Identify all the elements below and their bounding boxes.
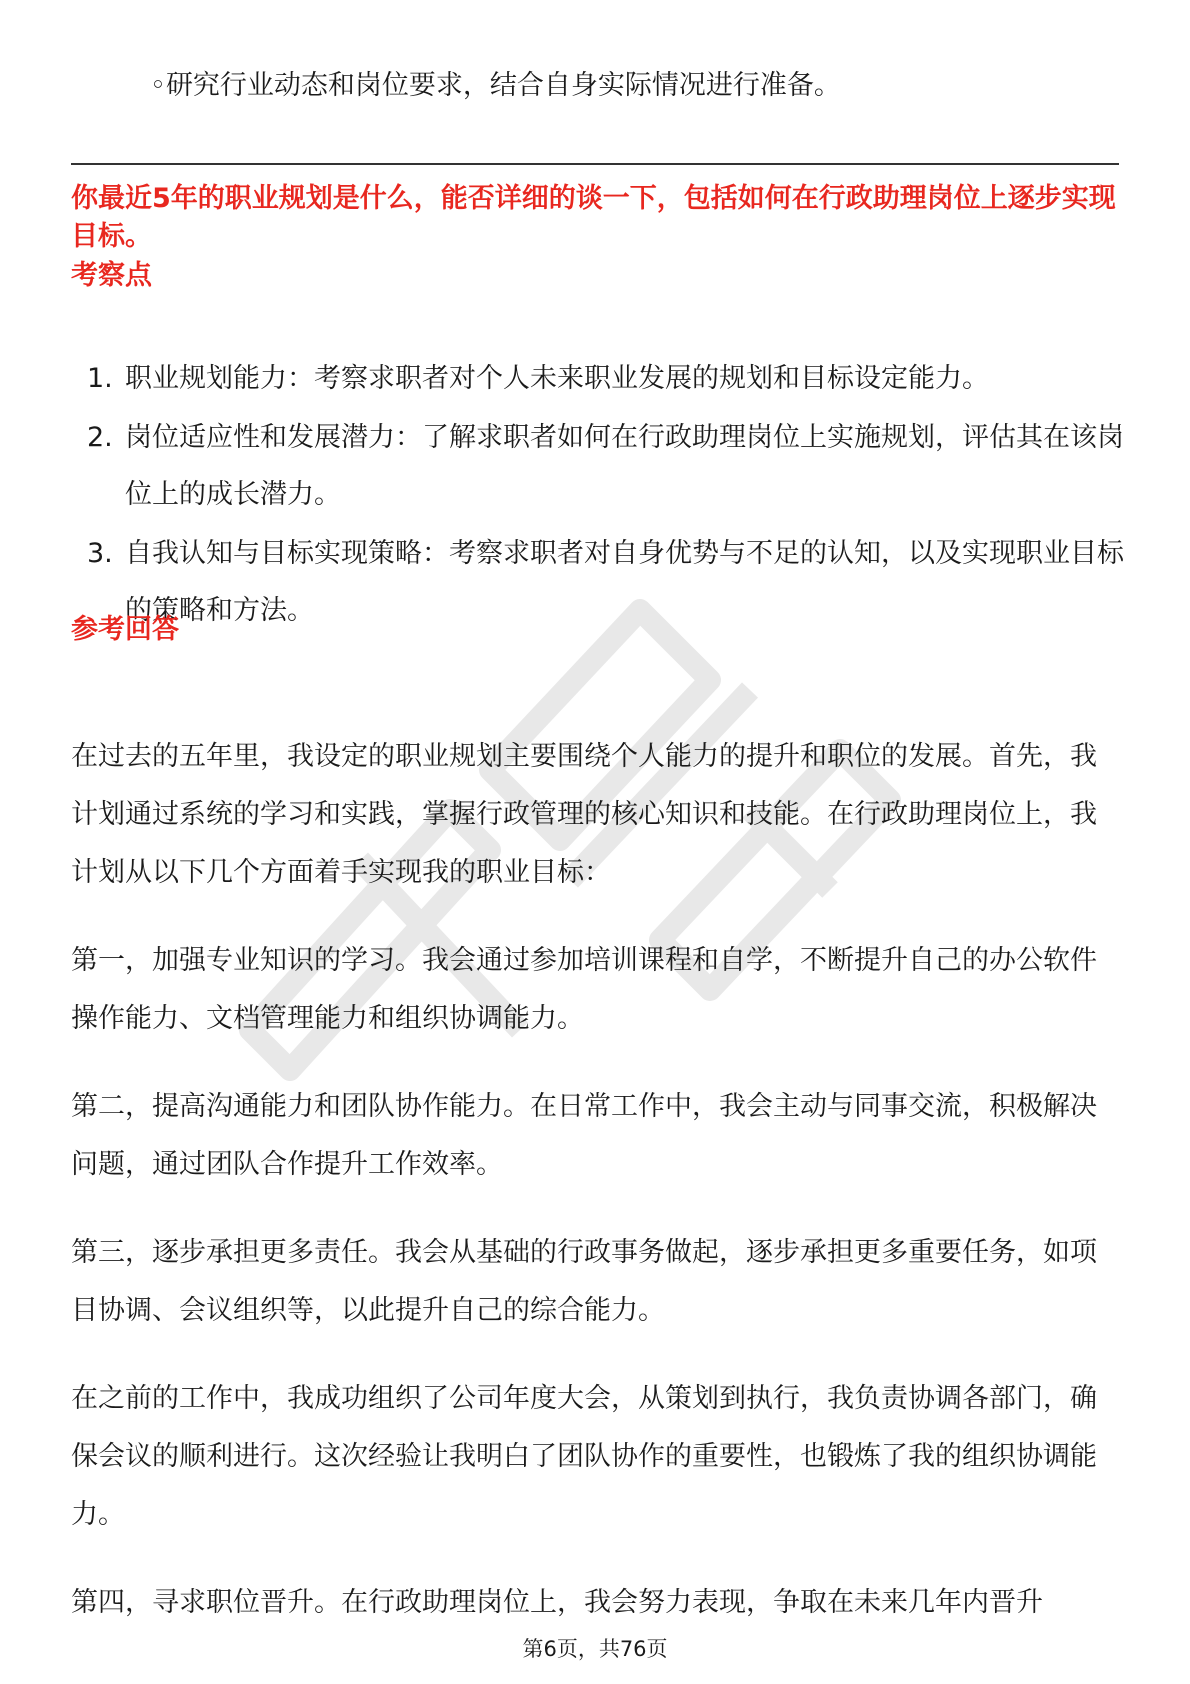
page-number-footer: 第6页，共76页 <box>522 1637 668 1661</box>
reference-heading: 参考回答 <box>71 614 179 645</box>
answer-paragraph: 在之前的工作中，我成功组织了公司年度大会，从策划到执行，我负责协调各部门，确保会议的顺利进行。这次经验让我明白了团队协作的重要性，也锻炼了我的组织协调能力。 <box>71 1383 1097 1530</box>
bullet-marker: ◦ <box>150 70 166 101</box>
bullet-text: 研究行业动态和岗位要求，结合自身实际情况进行准备。 <box>165 70 841 101</box>
answer-paragraph: 在过去的五年里，我设定的职业规划主要围绕个人能力的提升和职位的发展。首先，我计划通过系统的学习和实践，掌握行政管理的核心知识和技能。在行政助理岗位上，我计划从以下几个方面着手实现我的职业目标： <box>71 741 1097 888</box>
assessment-heading: 考察点 <box>71 260 152 291</box>
previous-bullet-item <box>150 64 841 108</box>
answer-paragraph: 第四，寻求职位晋升。在行政助理岗位上，我会努力表现，争取在未来几年内晋升 <box>71 1587 1043 1618</box>
answer-paragraph: 第三，逐步承担更多责任。我会从基础的行政事务做起，逐步承担更多重要任务，如项目协调、会议组织等，以此提升自己的综合能力。 <box>71 1237 1097 1326</box>
assessment-item <box>71 409 1131 523</box>
assessment-item <box>71 525 1131 639</box>
item-number: 1. <box>87 363 113 394</box>
answer-paragraph: 第二，提高沟通能力和团队协作能力。在日常工作中，我会主动与同事交流，积极解决问题，通过团队合作提升工作效率。 <box>71 1091 1097 1180</box>
item-text: 自我认知与目标实现策略：考察求职者对自身优势与不足的认知，以及实现职业目标的策略和方法。 <box>125 538 1124 626</box>
reference-answer <box>71 728 1121 1662</box>
answer-paragraph: 第一，加强专业知识的学习。我会通过参加培训课程和自学，不断提升自己的办公软件操作能力、文档管理能力和组织协调能力。 <box>71 945 1097 1034</box>
item-number: 3. <box>87 538 113 569</box>
item-text: 职业规划能力：考察求职者对个人未来职业发展的规划和目标设定能力。 <box>125 363 989 394</box>
item-number: 2. <box>87 422 113 453</box>
assessment-item <box>71 350 1131 407</box>
item-text: 岗位适应性和发展潜力：了解求职者如何在行政助理岗位上实施规划，评估其在该岗位上的成长潜力。 <box>125 422 1124 510</box>
assessment-list <box>71 350 1131 641</box>
section-divider <box>71 163 1119 165</box>
question-title: 你最近5年的职业规划是什么，能否详细的谈一下，包括如何在行政助理岗位上逐步实现目标。 <box>71 183 1116 252</box>
